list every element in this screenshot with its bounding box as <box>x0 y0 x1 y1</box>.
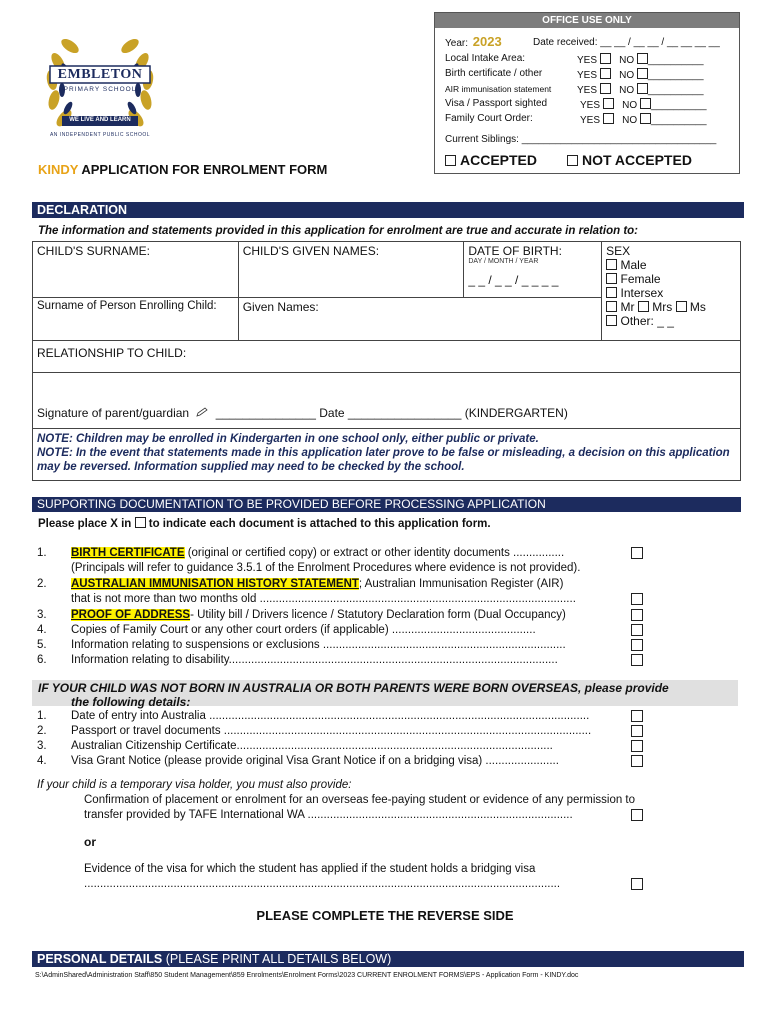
immunisation-checkbox[interactable] <box>631 593 643 605</box>
office-yes-no-row: YES NO __________ <box>577 55 704 66</box>
no-checkbox[interactable] <box>637 68 648 79</box>
declaration-intro: The information and statements provided in this application for enrolment are true and accurate in relation to: <box>38 225 639 237</box>
passport-checkbox[interactable] <box>631 725 643 737</box>
yes-checkbox[interactable] <box>600 83 611 94</box>
overseas-item: 2. Passport or travel documents ................................................................................................................... <box>37 725 592 737</box>
relationship-cell[interactable]: RELATIONSHIP TO CHILD: <box>33 341 741 373</box>
mrs-checkbox[interactable] <box>638 301 649 312</box>
overseas-header: IF YOUR CHILD WAS NOT BORN IN AUSTRALIA OR BOTH PARENTS WERE BORN OVERSEAS, please provide <box>38 681 669 695</box>
supporting-instruction: Please place X in to indicate each document is attached to this application form. <box>38 518 491 530</box>
support-item: 3. PROOF OF ADDRESS- Utility bill / Drivers licence / Statutory Declaration form (Dual Occupancy) <box>37 609 566 621</box>
sex-cell: SEX Male Female Intersex Mr Mrs Ms Other: _ _ <box>602 242 741 341</box>
yes-checkbox[interactable] <box>603 98 614 109</box>
birth-certificate-checkbox[interactable] <box>631 547 643 559</box>
evidence-text-1: Evidence of the visa for which the student has applied if the student holds a bridging visa <box>84 863 536 875</box>
dob-cell[interactable]: DATE OF BIRTH: DAY / MONTH / YEAR _ _ / _ _ / _ _ _ _ <box>464 242 602 298</box>
no-checkbox[interactable] <box>637 83 648 94</box>
child-surname-cell[interactable]: CHILD'S SURNAME: <box>33 242 239 298</box>
office-yes-no-row: YES NO __________ <box>580 100 707 111</box>
form-title: KINDY APPLICATION FOR ENROLMENT FORM <box>38 162 328 177</box>
support-item: 1. BIRTH CERTIFICATE (original or certified copy) or extract or other identity documents ................ <box>37 547 565 559</box>
person-surname-cell[interactable]: Surname of Person Enrolling Child: <box>33 298 239 341</box>
no-checkbox[interactable] <box>637 53 648 64</box>
declaration-table <box>32 241 741 481</box>
proof-of-address-checkbox[interactable] <box>631 609 643 621</box>
logo-name: EMBLETON <box>57 67 143 82</box>
overseas-item: 3. Australian Citizenship Certificate................................................................................................... <box>37 740 553 752</box>
date-of-entry-checkbox[interactable] <box>631 710 643 722</box>
intersex-checkbox[interactable] <box>606 287 617 298</box>
suspensions-checkbox[interactable] <box>631 639 643 651</box>
office-row-label: Visa / Passport sighted <box>445 98 548 109</box>
support-item: that is not more than two months old ................................................................................................... <box>71 593 576 605</box>
citizenship-checkbox[interactable] <box>631 740 643 752</box>
office-row-label: Local Intake Area: <box>445 53 526 64</box>
temp-visa-text: If your child is a temporary visa holder, you must also provide: <box>37 779 352 791</box>
school-logo <box>40 22 160 152</box>
date-received: Date received: __ __ / __ __ / __ __ __ __ <box>533 37 720 48</box>
accepted-checkbox[interactable] <box>445 155 456 166</box>
person-given-names-cell[interactable]: Given Names: <box>238 298 601 341</box>
mr-checkbox[interactable] <box>606 301 617 312</box>
personal-details-header: PERSONAL DETAILS (PLEASE PRINT ALL DETAILS BELOW) <box>32 951 744 967</box>
office-row-label: Family Court Order: <box>445 113 533 124</box>
office-yes-no-row: YES NO __________ <box>577 70 704 81</box>
disability-checkbox[interactable] <box>631 654 643 666</box>
child-given-names-cell[interactable]: CHILD'S GIVEN NAMES: <box>238 242 464 298</box>
declaration-header: DECLARATION <box>32 202 744 218</box>
accepted-label: ACCEPTED <box>460 152 538 168</box>
yes-checkbox[interactable] <box>603 113 614 124</box>
not-accepted-label: NOT ACCEPTED <box>582 152 692 168</box>
current-siblings: Current Siblings: ___________________________________ <box>445 134 717 145</box>
pen-icon <box>196 406 208 420</box>
office-yes-no-row: YES NO __________ <box>577 85 704 96</box>
no-checkbox[interactable] <box>640 98 651 109</box>
office-row-label: AIR immunisation statement <box>445 84 552 94</box>
logo-subtitle: PRIMARY SCHOOL <box>63 86 137 93</box>
supporting-header: SUPPORTING DOCUMENTATION TO BE PROVIDED BEFORE PROCESSING APPLICATION <box>32 497 741 512</box>
support-item: 6. Information relating to disability....................................................................................................... <box>37 654 558 666</box>
female-checkbox[interactable] <box>606 273 617 284</box>
male-checkbox[interactable] <box>606 259 617 270</box>
no-checkbox[interactable] <box>640 113 651 124</box>
yes-checkbox[interactable] <box>600 68 611 79</box>
year-label: Year: <box>445 38 468 49</box>
not-accepted-checkbox[interactable] <box>567 155 578 166</box>
year-value: 2023 <box>472 34 502 49</box>
confirm-text-1: Confirmation of placement or enrolment for an overseas fee-paying student or evidence of any permission to <box>84 794 636 806</box>
evidence-text-2: ..................................................................................................................................................... <box>84 878 561 890</box>
support-item: 5. Information relating to suspensions or exclusions ............................................................................ <box>37 639 566 651</box>
court-orders-checkbox[interactable] <box>631 624 643 636</box>
note-cell: NOTE: Children may be enrolled in Kindergarten in one school only, either public or private. NOTE: In the event that statements made in this application later prove to be false or misleading, a decision on this application may be reversed. Information supplied may need to be checked by the school. <box>33 429 741 481</box>
logo-arc-text: AN INDEPENDENT PUBLIC SCHOOL <box>49 132 151 138</box>
other-checkbox[interactable] <box>606 315 617 326</box>
instruction-checkbox-icon <box>135 517 146 528</box>
footer-path: S:\AdminShared\Administration Staff\850 Student Management\859 Enrolments\Enrolment Forms\2023 CURRENT ENROLMENT FORMS\EPS - Application Form - KINDY.doc <box>35 972 579 979</box>
office-use-title: OFFICE USE ONLY <box>435 13 739 28</box>
office-use-box <box>434 12 740 174</box>
support-item: 4. Copies of Family Court or any other court orders (if applicable) ............................................. <box>37 624 536 636</box>
overseas-header-2: the following details: <box>71 695 191 709</box>
or-label: or <box>84 835 96 849</box>
support-item: (Principals will refer to guidance 3.5.1 of the Enrolment Procedures where evidence is not provided). <box>71 562 581 574</box>
visa-grant-checkbox[interactable] <box>631 755 643 767</box>
signature-cell[interactable]: Signature of parent/guardian _______________ Date _________________ (KINDERGARTEN) <box>33 373 741 429</box>
yes-checkbox[interactable] <box>600 53 611 64</box>
support-item: 2. AUSTRALIAN IMMUNISATION HISTORY STATEMENT; Australian Immunisation Register (AIR) <box>37 578 564 590</box>
logo-motto: WE LIVE AND LEARN <box>69 117 131 123</box>
office-yes-no-row: YES NO __________ <box>580 115 707 126</box>
confirm-text-2: transfer provided by TAFE International WA ................................................................................... <box>84 809 573 821</box>
ms-checkbox[interactable] <box>676 301 687 312</box>
reverse-side-notice: PLEASE COMPLETE THE REVERSE SIDE <box>256 908 514 923</box>
confirmation-checkbox[interactable] <box>631 809 643 821</box>
office-row-label: Birth certificate / other <box>445 68 543 79</box>
overseas-item: 1. Date of entry into Australia ....................................................................................................................... <box>37 710 590 722</box>
bridging-visa-checkbox[interactable] <box>631 878 643 890</box>
overseas-item: 4. Visa Grant Notice (please provide original Visa Grant Notice if on a bridging visa) ....................... <box>37 755 559 767</box>
